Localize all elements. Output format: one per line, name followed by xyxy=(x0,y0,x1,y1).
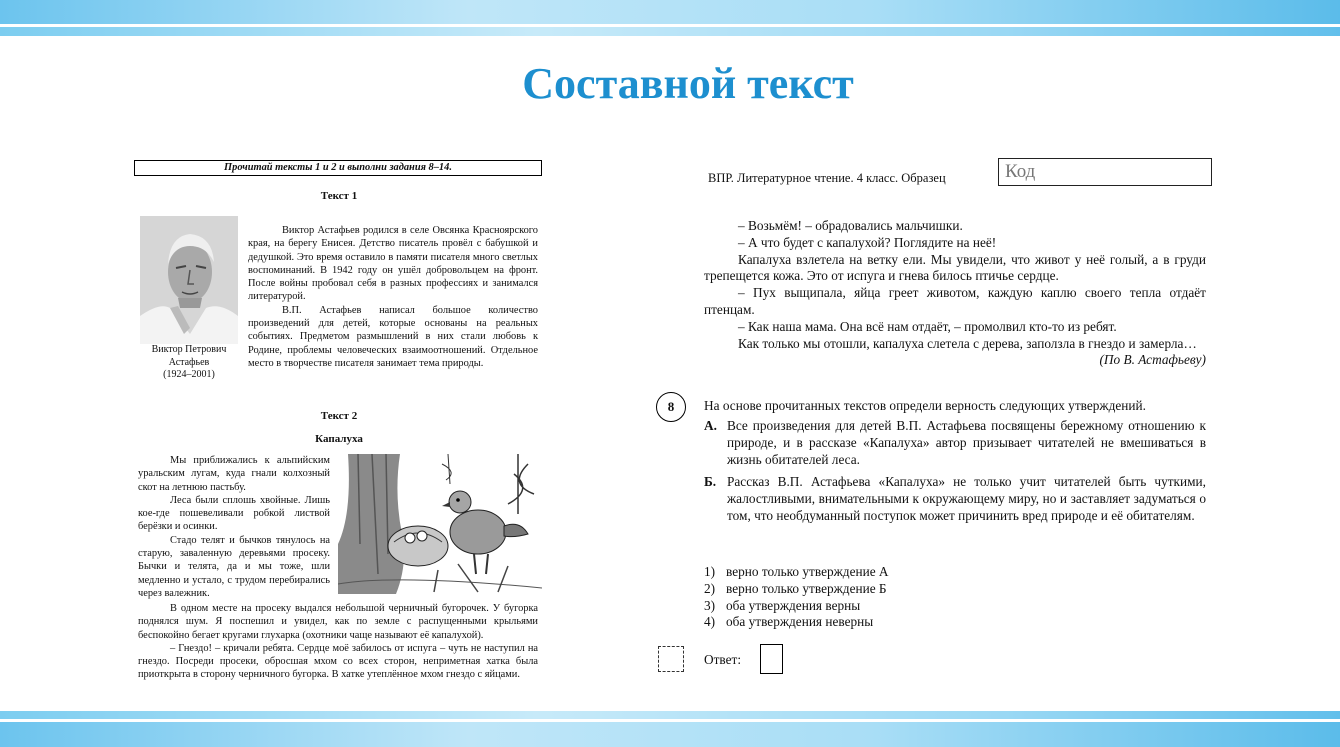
capercaillie-illustration xyxy=(338,454,542,594)
portrait-caption xyxy=(134,344,244,382)
caption-line: (1924–2001) xyxy=(163,369,215,380)
paragraph: Стадо телят и бычков тянулось на старую, заваленную деревьями просеку. Бычки и телята, да и мы тоже, шли медленно и устало, с трудом перебирались через валежник. xyxy=(138,534,330,599)
text2-heading: Текст 2 xyxy=(320,410,358,422)
score-box xyxy=(658,646,684,672)
story-wide-text xyxy=(138,602,538,682)
statement-text: Рассказ В.П. Астафьева «Капалуха» не только учит читателей быть чуткими, жалостливыми, внимательными к окружающему миру, но и заставляет задуматься о том, что необдуманный поступок может причинить вред природе и её обитателям. xyxy=(727,474,1206,523)
paragraph: – Как наша мама. Она всё нам отдаёт, – промолвил кто-то из ребят. xyxy=(738,318,1117,334)
option-item: 3) оба утверждения верны xyxy=(704,597,861,613)
code-field: Код xyxy=(998,158,1212,186)
paragraph: – А что будет с капалухой? Поглядите на неё! xyxy=(738,234,997,250)
paragraph: Виктор Астафьев родился в селе Овсянка Красноярского края, на берегу Енисея. Детство писатель провёл с бабушкой и дедушкой. Это время оставило в памяти писателя много светлых воспоминаний. В 1942 году он ушёл добровольцем на фронт. После войны пробовал себя в разных профессиях и занимался литературой. xyxy=(248,225,538,303)
option-item: 1) верно только утверждение А xyxy=(704,564,889,579)
bottom-decor-line xyxy=(0,711,1340,719)
paragraph: – Гнездо! – кричали ребята. Сердце моё забилось от испуга – чуть не наступил на гнездо. Посреди просеки, обросшая мхом со всех сторон, неприметная хатка была приоткрыта в сторону черничного бугорка. В хатке утеплённое мхом гнездо с яйцами. xyxy=(138,642,538,681)
story-column-text xyxy=(138,454,330,600)
paragraph: Мы приближались к альпийским уральским лугам, куда гнали колхозный скот на летнюю пастьбу. xyxy=(138,455,330,493)
slide-title: Составной текст xyxy=(522,59,854,108)
question-text: На основе прочитанных текстов определи верность следующих утверждений. xyxy=(704,398,1146,413)
page-header: ВПР. Литературное чтение. 4 класс. Образец xyxy=(708,171,946,185)
statement-a xyxy=(704,418,1206,468)
option-item: 4) оба утверждения неверны xyxy=(704,614,874,630)
bottom-decor-band xyxy=(0,722,1340,747)
caption-line: Астафьев xyxy=(168,356,210,368)
instruction: Прочитай тексты 1 и 2 и выполни задания 8–14. xyxy=(134,160,542,176)
story-continuation xyxy=(704,218,1206,369)
statement-text: Все произведения для детей В.П. Астафьева посвящены бережному отношению к природе, и в рассказе «Капалуха» автор призывает читателей не вмешиваться в жизнь обитателей леса. xyxy=(727,418,1206,467)
statement-label: Б. xyxy=(704,474,717,489)
top-decor-band xyxy=(0,0,1340,24)
top-decor-line xyxy=(0,27,1340,36)
paragraph: В.П. Астафьев написал большое количество произведений для детей, которые основаны на реальных событиях. Предметом размышлений в них стали любовь к Родине, проблемы человеческих взаимоотношений. Отдельное место в творчестве писателя занимает тема природы. xyxy=(248,304,538,369)
text1-heading: Текст 1 xyxy=(320,190,358,202)
statement-label: А. xyxy=(704,418,717,433)
paragraph: Капалуха взлетела на ветку ели. Мы увидели, что живот у неё голый, а в груди трепещется кожа. Это от испуга и гнева билось птичье сердце. xyxy=(704,251,1206,284)
answer-label: Ответ: xyxy=(704,652,742,667)
paragraph: В одном месте на просеку выдался небольшой черничный бугорочек. У бугорка поднялся шум. Я поспешил и увидел, как по земле с распущенными крыльями беспокойно бегает кругами глухарка (охотники чаще называют её капалухой). xyxy=(138,603,538,641)
statement-b xyxy=(704,474,1206,524)
paragraph: – Пух выщипала, яйца греет животом, каждую каплю своего тепла отдаёт птенцам. xyxy=(704,285,1206,317)
author-portrait xyxy=(140,216,238,344)
paragraph: Леса были сплошь хвойные. Лишь кое-где пошевеливали робкой листвой берёзки и осинки. xyxy=(138,494,330,533)
question-number: 8 xyxy=(656,392,686,422)
option-item: 2) верно только утверждение Б xyxy=(704,580,887,596)
answer-box[interactable] xyxy=(760,644,783,674)
paragraph: – Возьмём! – обрадовались мальчишки. xyxy=(738,218,963,233)
biography-text xyxy=(248,224,538,370)
answer-options xyxy=(704,564,889,631)
paragraph: Как только мы отошли, капалуха слетела с дерева, заползла в гнездо и замерла… xyxy=(738,335,1197,351)
story-author: (По В. Астафьеву) xyxy=(1099,352,1206,368)
story-title: Капалуха xyxy=(315,433,363,445)
caption-line: Виктор Петрович xyxy=(151,344,227,355)
